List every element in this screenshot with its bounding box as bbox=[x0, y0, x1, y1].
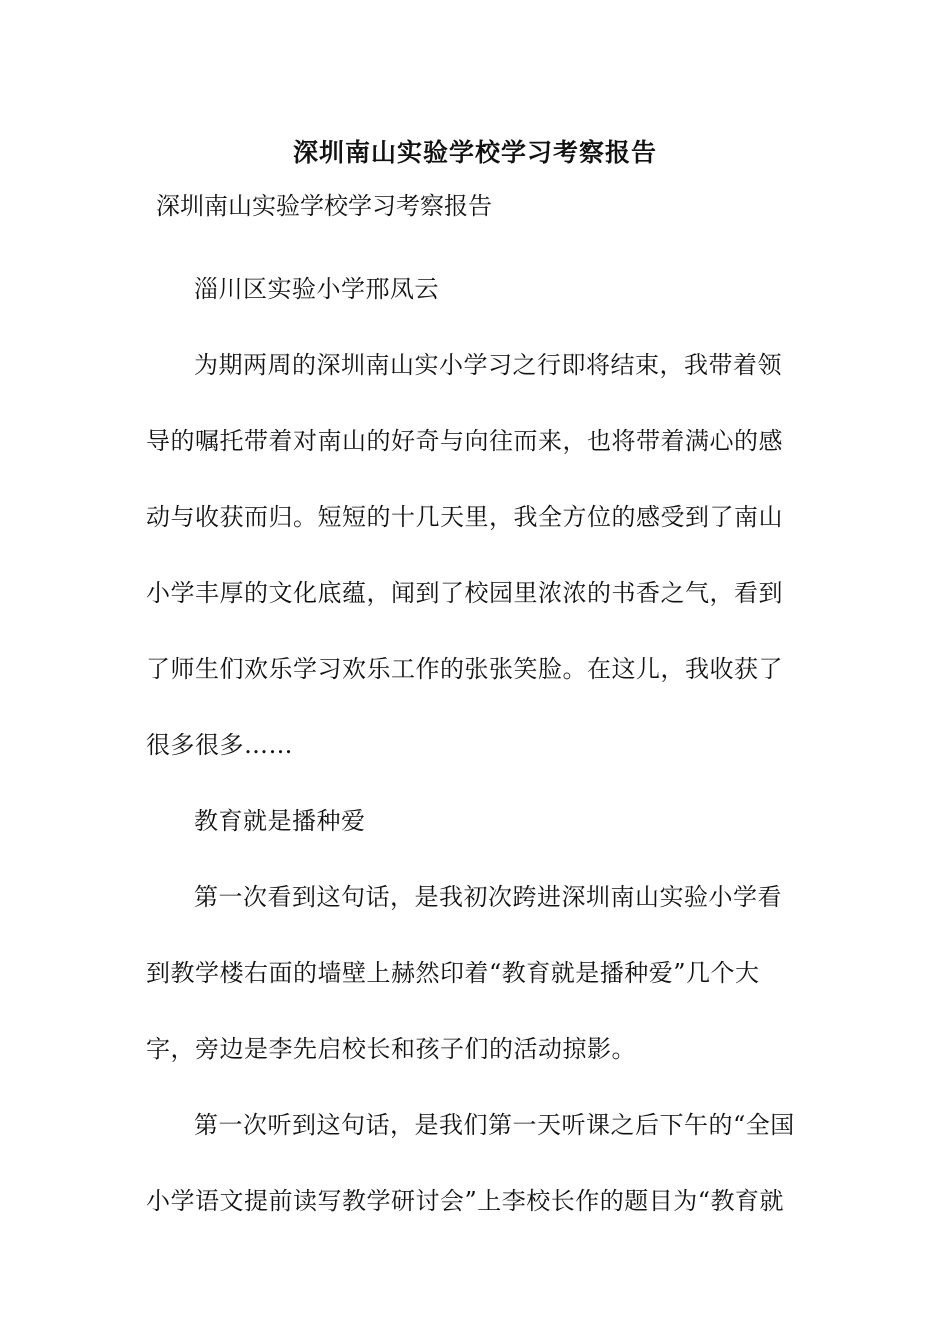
section-heading: 教育就是播种爱 bbox=[194, 807, 366, 835]
document-subtitle: 深圳南山实验学校学习考察报告 bbox=[156, 192, 492, 220]
author-line: 淄川区实验小学邢凤云 bbox=[194, 275, 439, 303]
document-body bbox=[146, 251, 806, 1239]
document-title: 深圳南山实验学校学习考察报告 bbox=[292, 138, 657, 167]
paragraph-first-heard: 第一次听到这句话，是我们第一天听课之后下午的“全国小学语文提前读写教学研讨会”上李校长作的题目为“教育就 bbox=[146, 1111, 795, 1215]
paragraph-intro: 为期两周的深圳南山实小学习之行即将结束，我带着领导的嘱托带着对南山的好奇与向往而来，也将带着满心的感动与收获而归。短短的十几天里，我全方位的感受到了南山小学丰厚的文化底蕴，闻到了校园里浓浓的书香之气，看到了师生们欢乐学习欢乐工作的张张笑脸。在这儿，我收获了很多很多…… bbox=[146, 351, 783, 759]
paragraph-first-seen: 第一次看到这句话，是我初次跨进深圳南山实验小学看到教学楼右面的墙壁上赫然印着“教育就是播种爱”几个大字，旁边是李先启校长和孩子们的活动掠影。 bbox=[146, 883, 782, 1063]
